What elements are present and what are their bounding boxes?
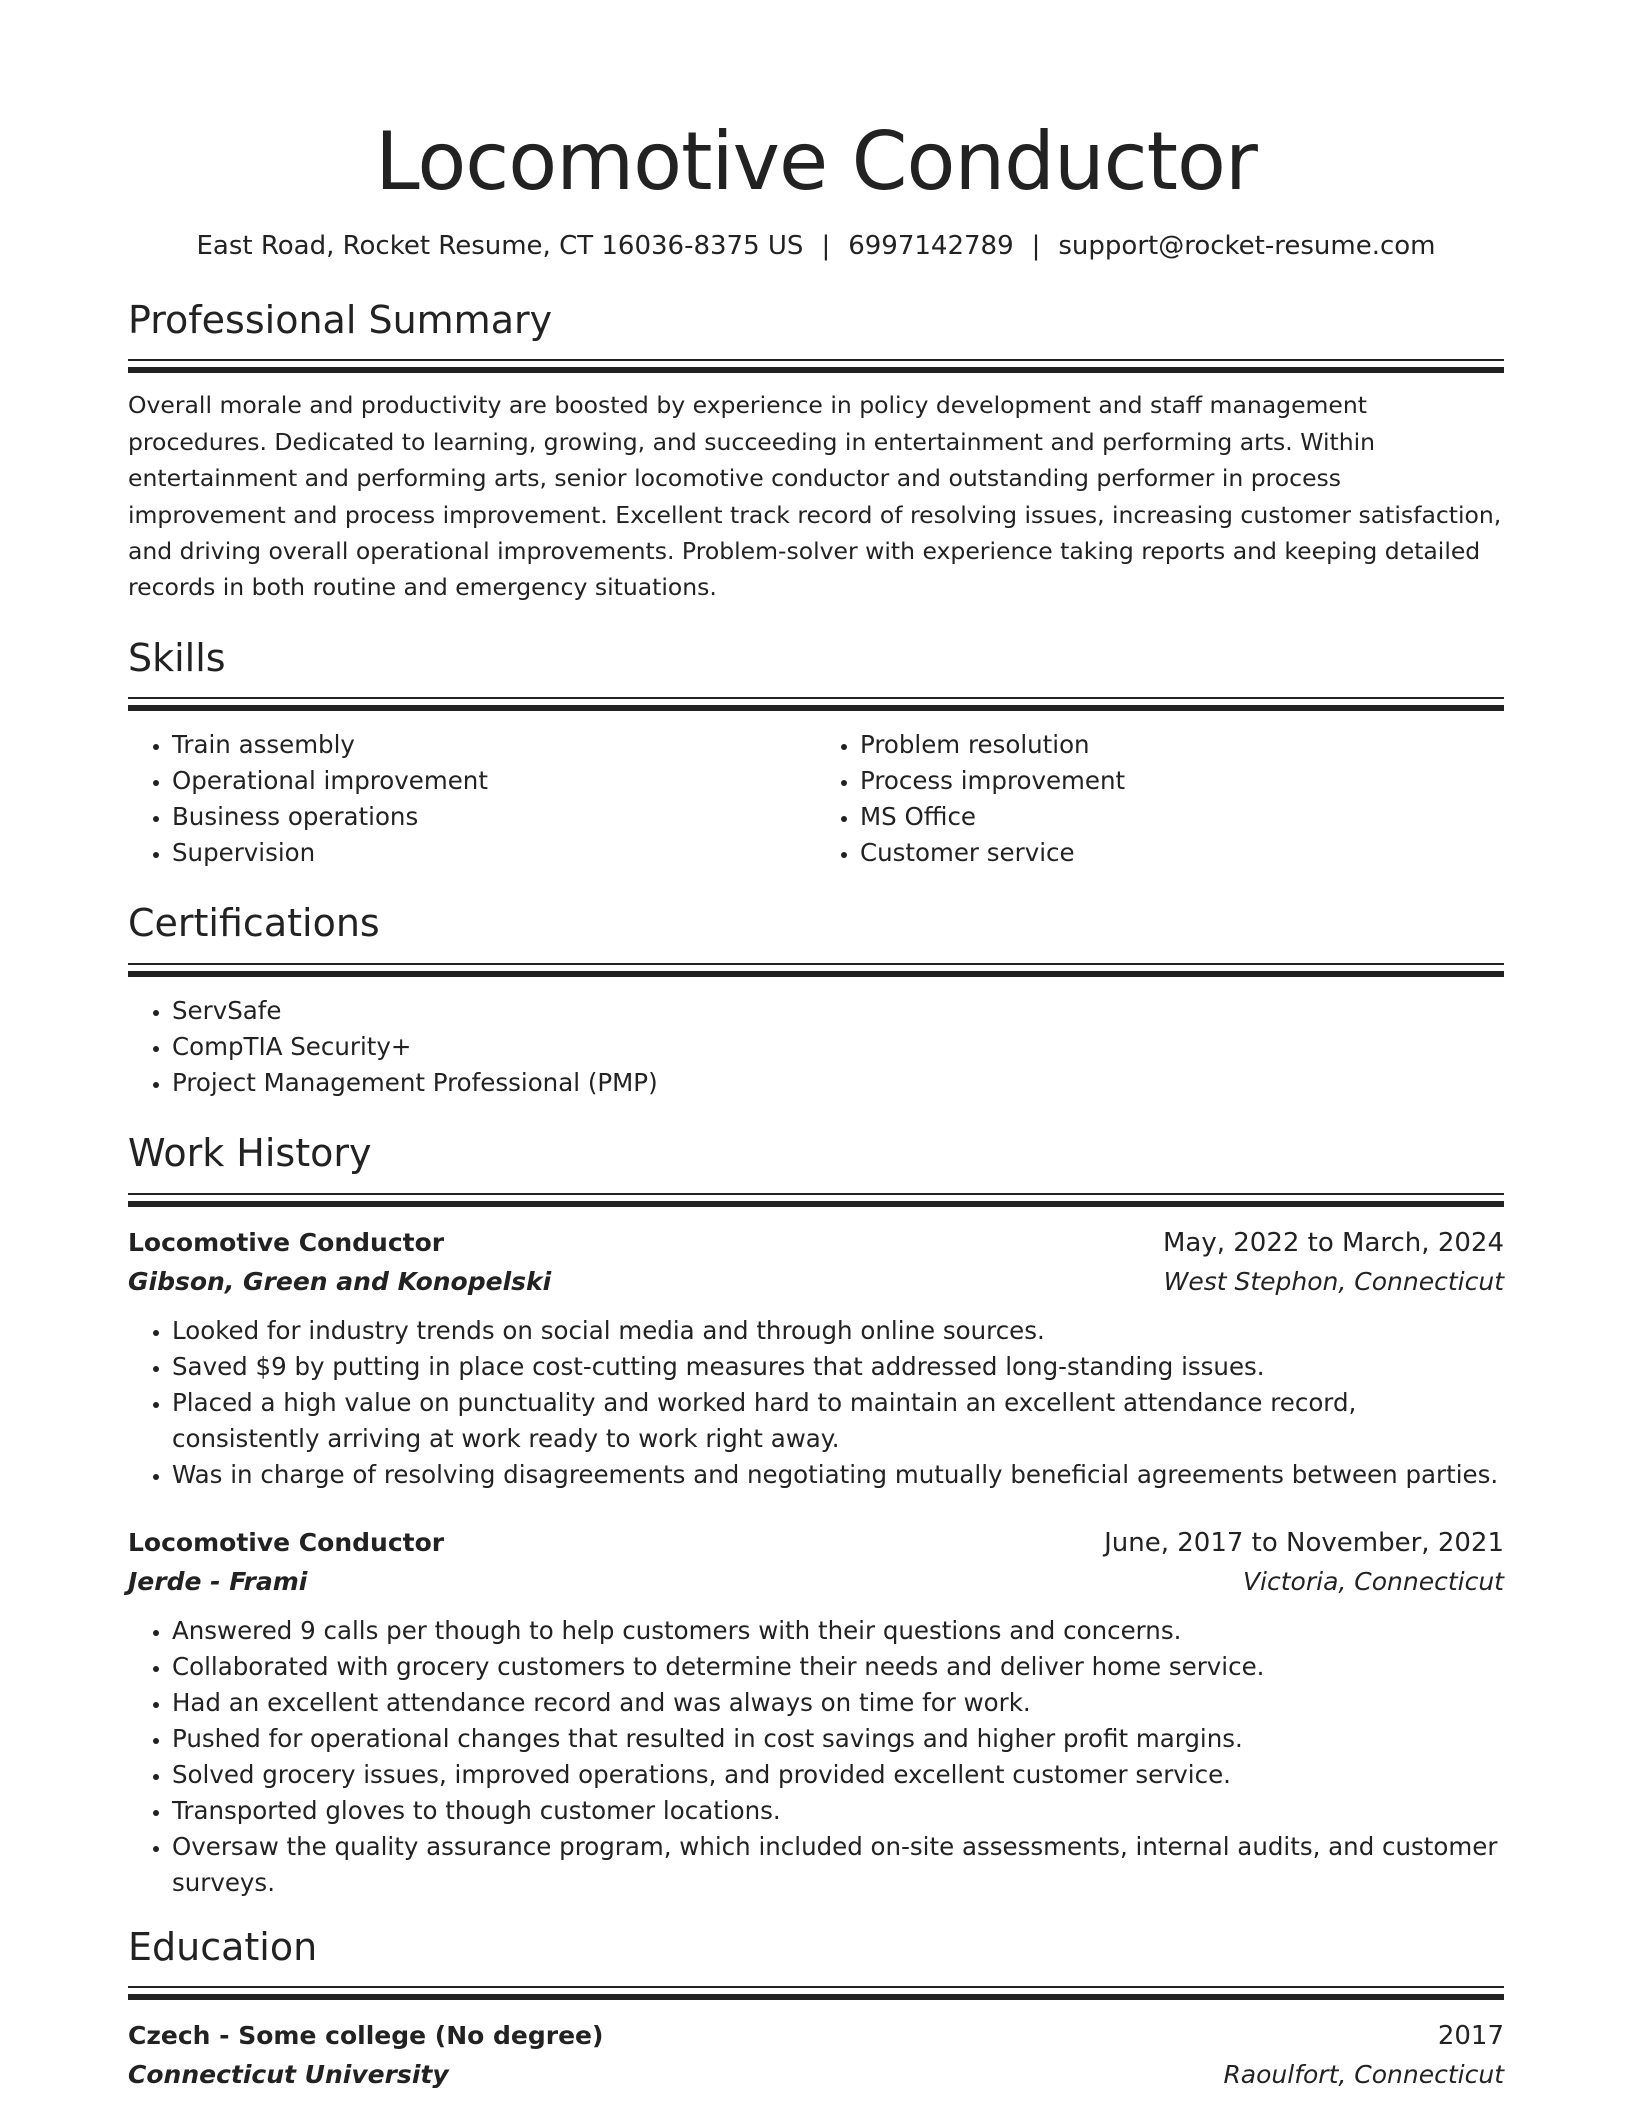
education-header (128, 2016, 1504, 2056)
job-bullet: • Saved $9 by putting in place cost-cutting measures that addressed long-standing issues. (172, 1349, 1504, 1385)
section-divider (128, 1193, 1504, 1207)
education-section (128, 1925, 1504, 2095)
job-bullet: • Had an excellent attendance record and was always on time for work. (172, 1685, 1504, 1721)
education-location: Raoulfort, Connecticut (1223, 2060, 1504, 2090)
job-bullet: • Pushed for operational changes that resulted in cost savings and higher profit margins. (172, 1721, 1504, 1757)
certification-item: • CompTIA Security+ (172, 1029, 1504, 1065)
skill-item: • Business operations (172, 799, 816, 835)
contact-address: East Road, Rocket Resume, CT 16036-8375 US (196, 231, 804, 261)
job-bullets (128, 1613, 1504, 1901)
contact-phone: 6997142789 (848, 231, 1014, 261)
certifications-list (128, 993, 1504, 1101)
summary-section (128, 298, 1504, 606)
section-title-work-history: Work History (128, 1131, 372, 1176)
education-subheader (128, 2056, 1504, 2094)
section-divider (128, 359, 1504, 373)
job-bullet: • Oversaw the quality assurance program, which included on-site assessments, internal audits, and customer surveys. (172, 1829, 1504, 1901)
job-subheader (128, 1263, 1504, 1301)
skills-list-left (128, 727, 816, 871)
job-location: West Stephon, Connecticut (1163, 1266, 1504, 1296)
education-degree: Czech - Some college (No degree) (128, 2021, 604, 2051)
section-divider (128, 1986, 1504, 2000)
certification-item: • Project Management Professional (PMP) (172, 1065, 1504, 1101)
job-company: Jerde - Frami (128, 1566, 308, 1596)
contact-line (128, 230, 1504, 264)
section-divider (128, 697, 1504, 711)
section-title-summary: Professional Summary (128, 297, 553, 342)
summary-text: Overall morale and productivity are boosted by experience in policy development and staff management procedures. Dedicated to learning, growing, and succeeding in entertainment and performing arts. Within entertainment and performing arts, senior locomotive conductor and outstanding performer in process improvement and process improvement. Excellent track record of resolving issues, increasing customer satisfaction, and driving overall operational improvements. Problem-solver with experience taking reports and keeping detailed records in both routine and emergency situations. (128, 391, 1502, 602)
job-bullet: • Placed a high value on punctuality and worked hard to maintain an excellent attendance record, consistently arriving at work ready to work right away. (172, 1385, 1504, 1457)
job-bullet: • Transported gloves to though customer locations. (172, 1793, 1504, 1829)
skill-item: • Train assembly (172, 727, 816, 763)
job-bullets (128, 1313, 1504, 1493)
job-header (128, 1223, 1504, 1263)
contact-separator: | (821, 231, 831, 261)
job-entry (128, 1523, 1504, 1901)
job-entry (128, 1223, 1504, 1493)
job-title: Locomotive Conductor (128, 1527, 445, 1557)
job-bullet: • Was in charge of resolving disagreements and negotiating mutually beneficial agreements between parties. (172, 1457, 1504, 1493)
job-bullet: • Collaborated with grocery customers to determine their needs and deliver home service. (172, 1649, 1504, 1685)
job-bullet: • Answered 9 calls per though to help customers with their questions and concerns. (172, 1613, 1504, 1649)
job-header (128, 1523, 1504, 1563)
job-location: Victoria, Connecticut (1242, 1566, 1504, 1596)
skill-item: • Operational improvement (172, 763, 816, 799)
certification-item: • ServSafe (172, 993, 1504, 1029)
skill-item: • Problem resolution (860, 727, 1504, 763)
skills-columns (128, 727, 1504, 871)
section-title-education: Education (128, 1924, 318, 1969)
skill-item: • Process improvement (860, 763, 1504, 799)
section-title-skills: Skills (128, 635, 226, 680)
job-subheader (128, 1563, 1504, 1601)
section-divider (128, 963, 1504, 977)
job-title: Locomotive Conductor (128, 1227, 445, 1257)
work-history-section (128, 1131, 1504, 1901)
contact-separator: | (1031, 231, 1041, 261)
resume-name: Locomotive Conductor (375, 115, 1257, 208)
education-school: Connecticut University (128, 2060, 449, 2090)
job-company: Gibson, Green and Konopelski (128, 1266, 552, 1296)
resume-page (128, 115, 1504, 2094)
skill-item: • Customer service (860, 835, 1504, 871)
certifications-section (128, 901, 1504, 1101)
section-title-certifications: Certifications (128, 901, 380, 946)
contact-email: support@rocket-resume.com (1058, 231, 1436, 261)
job-bullet: • Solved grocery issues, improved operations, and provided excellent customer service. (172, 1757, 1504, 1793)
job-dates: May, 2022 to March, 2024 (1162, 1227, 1504, 1258)
skill-item: • MS Office (860, 799, 1504, 835)
job-dates: June, 2017 to November, 2021 (1104, 1527, 1504, 1558)
skills-section (128, 636, 1504, 872)
skills-list-right (816, 727, 1504, 871)
job-bullet: • Looked for industry trends on social media and through online sources. (172, 1313, 1504, 1349)
education-entry (128, 2016, 1504, 2094)
skill-item: • Supervision (172, 835, 816, 871)
education-year: 2017 (1437, 2021, 1504, 2052)
